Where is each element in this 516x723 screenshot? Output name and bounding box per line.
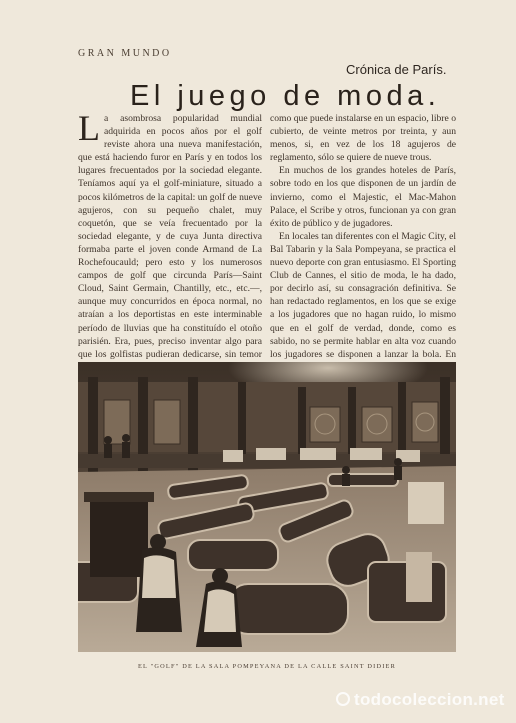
section-header: GRAN MUNDO: [78, 48, 172, 59]
article-title: El juego de moda.: [130, 80, 441, 112]
column-header: Crónica de París.: [346, 62, 447, 77]
paragraph-text: a asombrosa popularidad mundial adquirida en pocos años por el golf reviste ahora una nueva manifestación, que está haciendo furor en París y en todos los lugares frecuentados por la sociedad elegante. Teníamos aquí ya el golf-miniature, situado a pocos kilómetros de la capital: un golf de nueve agujeros, con su pequeño chalet, muy coquetón, que se veía frecuentado por la sociedad elegante, y de cuya Junta directiva formaba parte el joven conde Armand de La Rochefoucauld; pero esto y los numerosos campos de golf que circunda París—Saint Cloud, Saint Germain, Chantilly, etc., etc.—, aunque muy concurridos en época normal, no atraían a los deportistas en este interminable período de lluvias que ha constituído el otoño parisién. Era, pues, preciso inventar algo para que los golfistas pudieran dedicarse, sin temor: [78, 113, 262, 360]
article-column-right: [270, 112, 456, 374]
watermark: [336, 690, 505, 710]
photo-caption: EL "GOLF" DE LA SALA POMPEYANA DE LA CALLE SAINT DIDIER: [138, 663, 396, 670]
todocoleccion-logo-icon: [336, 692, 350, 706]
article-paragraph: En locales tan diferentes con el Magic City, el Bal Tabarin y la Sala Pompeyana, se practica el nuevo deporte con gran entusiasmo. El Sporting Club de Cannes, el sitio de moda, le ha dado, por decirlo así, su consagración definitiva. Se han redactado reglamentos, en los que se exige a los jugadores que no hagan ruido, lo mismo que en el golf de verdad, donde, como es sabido, no se permite hablar en alta voz cuando los jugadores se disponen a lanzar la bola. En: [270, 230, 456, 360]
indoor-golf-hall-illustration: [78, 362, 456, 652]
article-photo: [78, 362, 456, 652]
article-paragraph: [78, 108, 262, 400]
drop-cap: L: [78, 108, 100, 148]
article-column-left: [78, 108, 262, 400]
article-paragraph: como que puede instalarse en un espacio, libre o cubierto, de veinte metros por treinta, y aun menos, si, en vez de los 18 agujeros de reglamento, sólo se quiere de nueve trous.: [270, 113, 456, 164]
article-paragraph: En muchos de los grandes hoteles de París, sobre todo en los que disponen de un jardín de invierno, como el Majestic, el Mac-Mahon Palace, el Scribe y otros, funcionan ya con gran éxito de público y de jugadores.: [270, 165, 456, 229]
watermark-text: todocoleccion.net: [354, 690, 505, 709]
